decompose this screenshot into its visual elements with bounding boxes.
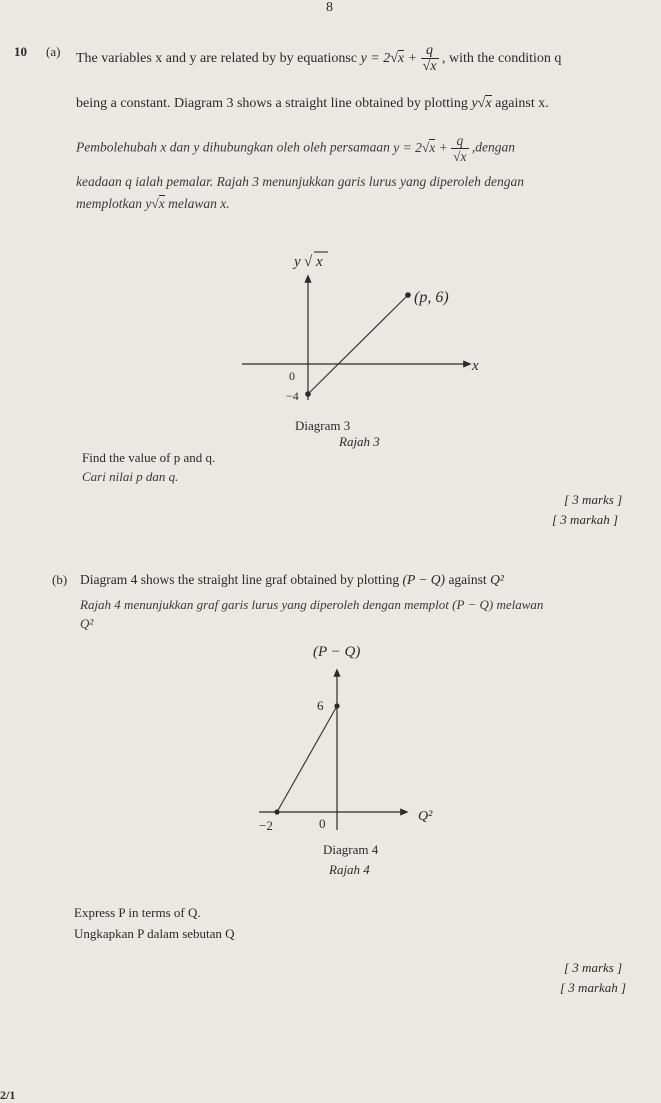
part-a-marks-ms: [ 3 markah ] xyxy=(552,512,619,527)
part-b-marks-ms: [ 3 markah ] xyxy=(560,980,627,995)
y-intercept-label: 6 xyxy=(317,698,324,713)
question-number: 10 xyxy=(14,44,27,59)
footer-code: 2/1 xyxy=(0,1088,16,1102)
y-axis-label xyxy=(292,252,328,270)
part-a-english-line-2: being a constant. Diagram 3 shows a straight line obtained by plotting y√x against x. xyxy=(76,96,549,111)
part-a-english-line-1 xyxy=(76,44,561,74)
x-axis-label: Q² xyxy=(418,809,433,824)
graph-line xyxy=(277,706,337,812)
intercept-label: −4 xyxy=(286,389,299,403)
plotted-point xyxy=(405,292,411,298)
part-a-malay-line-1: Pembolehubah x dan y dihubungkan oleh oleh persamaan y = 2√x + $\frac{q}{√x}$ ,dengan xyxy=(76,133,516,164)
part-a-task-ms: Cari nilai p dan q. xyxy=(82,469,179,484)
equation: y = 2√x + $\frac{q}{√x}$ xyxy=(360,43,437,74)
origin-label: 0 xyxy=(289,369,295,383)
x-intercept-label: −2 xyxy=(259,818,273,833)
point-label: (p, 6) xyxy=(414,289,449,306)
part-b-task-en: Express P in terms of Q. xyxy=(74,905,201,920)
part-a-task-en: Find the value of p and q. xyxy=(82,450,216,465)
part-a-text: The variables x and y are related by by equationsc xyxy=(76,51,358,67)
part-b-malay-q2: Q² xyxy=(80,616,94,631)
part-a-text-cont: , with the condition q xyxy=(442,51,562,67)
part-b-english: Diagram 4 shows the straight line graf obtained by plotting (P − Q) against Q² xyxy=(80,572,504,587)
page-number: 8 xyxy=(326,0,333,15)
x-intercept-point xyxy=(274,809,279,814)
diagram-3-caption: Diagram 3 xyxy=(295,418,351,433)
y-intercept-point xyxy=(334,703,339,708)
diagram-4 xyxy=(245,636,475,886)
rajah-3-caption: Rajah 3 xyxy=(339,434,380,449)
part-a-marks-en: [ 3 marks ] xyxy=(564,492,623,507)
diagram-3 xyxy=(230,240,490,450)
rajah-4-caption: Rajah 4 xyxy=(329,862,370,877)
y-axis-label: (P − Q) xyxy=(313,644,361,660)
part-a-malay-line-2: keadaan q ialah pemalar. Rajah 3 menunjukkan garis lurus yang diperoleh dengan xyxy=(76,174,524,189)
svg-text:√: √ xyxy=(304,254,313,270)
part-a-malay-line-3: memplotkan y√x melawan x. xyxy=(76,196,230,211)
part-b-malay: Rajah 4 menunjukkan graf garis lurus yang diperoleh dengan memplot (P − Q) melawan xyxy=(80,597,544,612)
part-b-marks-en: [ 3 marks ] xyxy=(564,960,623,975)
svg-text:y: y xyxy=(294,254,301,270)
intercept-point xyxy=(305,391,311,397)
origin-label: 0 xyxy=(319,816,326,831)
svg-text:x: x xyxy=(316,254,323,270)
part-b-label: (b) xyxy=(52,572,68,587)
x-axis-label: x xyxy=(472,358,479,374)
diagram-4-caption: Diagram 4 xyxy=(323,842,379,857)
part-b-task-ms: Ungkapkan P dalam sebutan Q xyxy=(74,926,235,941)
part-a-label: (a) xyxy=(46,44,61,59)
graph-line xyxy=(308,295,408,394)
